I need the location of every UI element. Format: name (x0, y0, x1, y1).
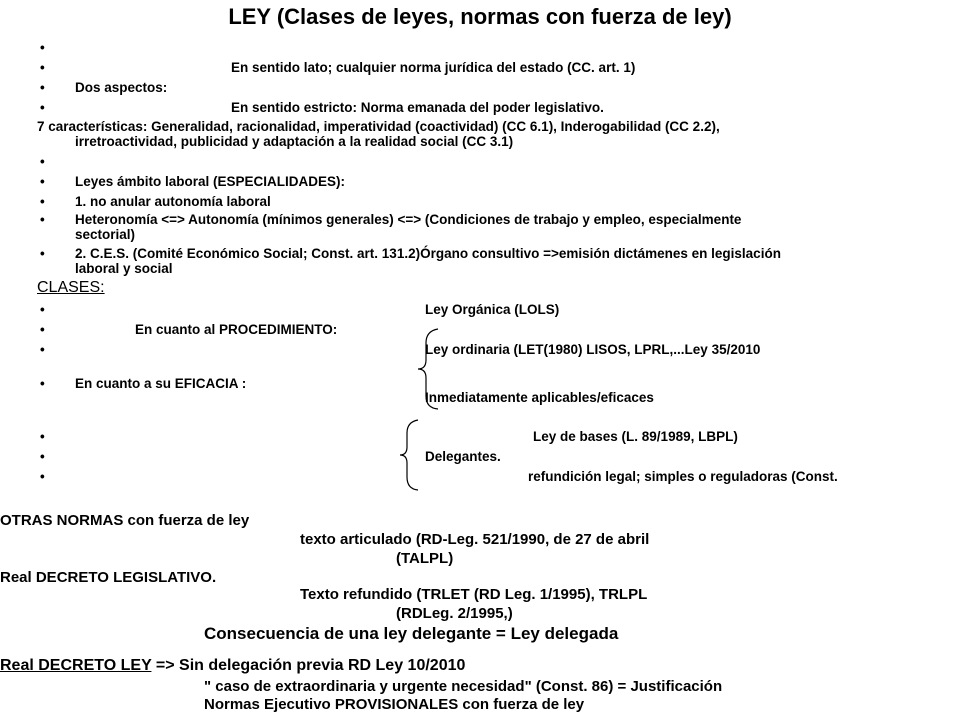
brace-procedimiento-eficacia (416, 328, 440, 410)
caso-extraordinaria: " caso de extraordinaria y urgente necesidad" (Const. 86) = Justificación (204, 678, 723, 695)
line-laboral: Leyes ámbito laboral (ESPECIALIDADES): (75, 174, 346, 189)
line-ces: 2. C.E.S. (Comité Económico Social; Const. art. 131.2)Órgano consultivo =>emisión dictámenes en legislación (75, 246, 781, 261)
texto-articulado: texto articulado (RD-Leg. 521/1990, de 27 de abril (300, 531, 650, 548)
line-ordinaria: Ley ordinaria (LET(1980) LISOS, LPRL,...Ley 35/2010 (425, 342, 761, 357)
line-heteronomia: Heteronomía <=> Autonomía (mínimos generales) <=> (Condiciones de trabajo y empleo, especialmente (75, 212, 742, 227)
consecuencia: Consecuencia de una ley delegante = Ley delegada (204, 624, 619, 643)
bullet: • (40, 449, 45, 464)
bullet: • (40, 100, 45, 115)
bullet: • (40, 60, 45, 75)
line-caracteristicas: 7 características: Generalidad, racionalidad, imperatividad (coactividad) (CC 6.1), Inderogabilidad (CC 2.2), (37, 119, 720, 134)
bullet: • (40, 194, 45, 209)
page-title: LEY (Clases de leyes, normas con fuerza de ley) (228, 4, 732, 29)
real-decreto-ley-line (0, 657, 465, 675)
bullet: • (40, 80, 45, 95)
line-ces-cont: laboral y social (75, 261, 173, 276)
bullet: • (40, 429, 45, 444)
bullet: • (40, 212, 45, 227)
texto-refundido-cont: (RDLeg. 2/1995,) (396, 605, 513, 622)
real-decreto-ley-rest: => Sin delegación previa RD Ley 10/2010 (151, 657, 466, 674)
line-lato: En sentido lato; cualquier norma jurídica del estado (CC. art. 1) (231, 60, 636, 75)
clases-heading: CLASES: (37, 279, 105, 296)
line-delegantes: Delegantes. (425, 449, 501, 464)
texto-refundido: Texto refundido (TRLET (RD Leg. 1/1995), TRLPL (300, 586, 648, 603)
line-caracteristicas-cont: irretroactividad, publicidad y adaptación a la realidad social (CC 3.1) (75, 134, 514, 149)
bullet: • (40, 469, 45, 484)
line-dos-aspectos: Dos aspectos: (75, 80, 168, 95)
bullet: • (40, 376, 45, 391)
line-autonomia: 1. no anular autonomía laboral (75, 194, 271, 209)
real-decreto-ley-label: Real DECRETO LEY (0, 657, 152, 674)
bullet: • (40, 246, 45, 261)
bullet: • (40, 342, 45, 357)
line-estricto: En sentido estricto: Norma emanada del poder legislativo. (231, 100, 604, 115)
brace-ley-bases (398, 419, 420, 491)
texto-articulado-cont: (TALPL) (396, 550, 454, 567)
line-heteronomia-cont: sectorial) (75, 227, 136, 242)
line-bases: Ley de bases (L. 89/1989, LBPL) (533, 429, 738, 444)
line-refundicion: refundición legal; simples o reguladoras (Const. (528, 469, 838, 484)
line-eficacia: En cuanto a su EFICACIA : (75, 376, 247, 391)
otras-normas: OTRAS NORMAS con fuerza de ley (0, 512, 250, 529)
line-procedimiento: En cuanto al PROCEDIMIENTO: (135, 322, 338, 337)
bullet: • (40, 40, 45, 55)
bullet: • (40, 322, 45, 337)
line-organica: Ley Orgánica (LOLS) (425, 302, 560, 317)
real-decreto-legislativo: Real DECRETO LEGISLATIVO. (0, 569, 217, 586)
line-inmediatamente: Inmediatamente aplicables/eficaces (425, 390, 654, 405)
bullet: • (40, 174, 45, 189)
normas-provisionales: Normas Ejecutivo PROVISIONALES con fuerza de ley (204, 696, 585, 713)
bullet: • (40, 154, 45, 169)
bullet: • (40, 302, 45, 317)
